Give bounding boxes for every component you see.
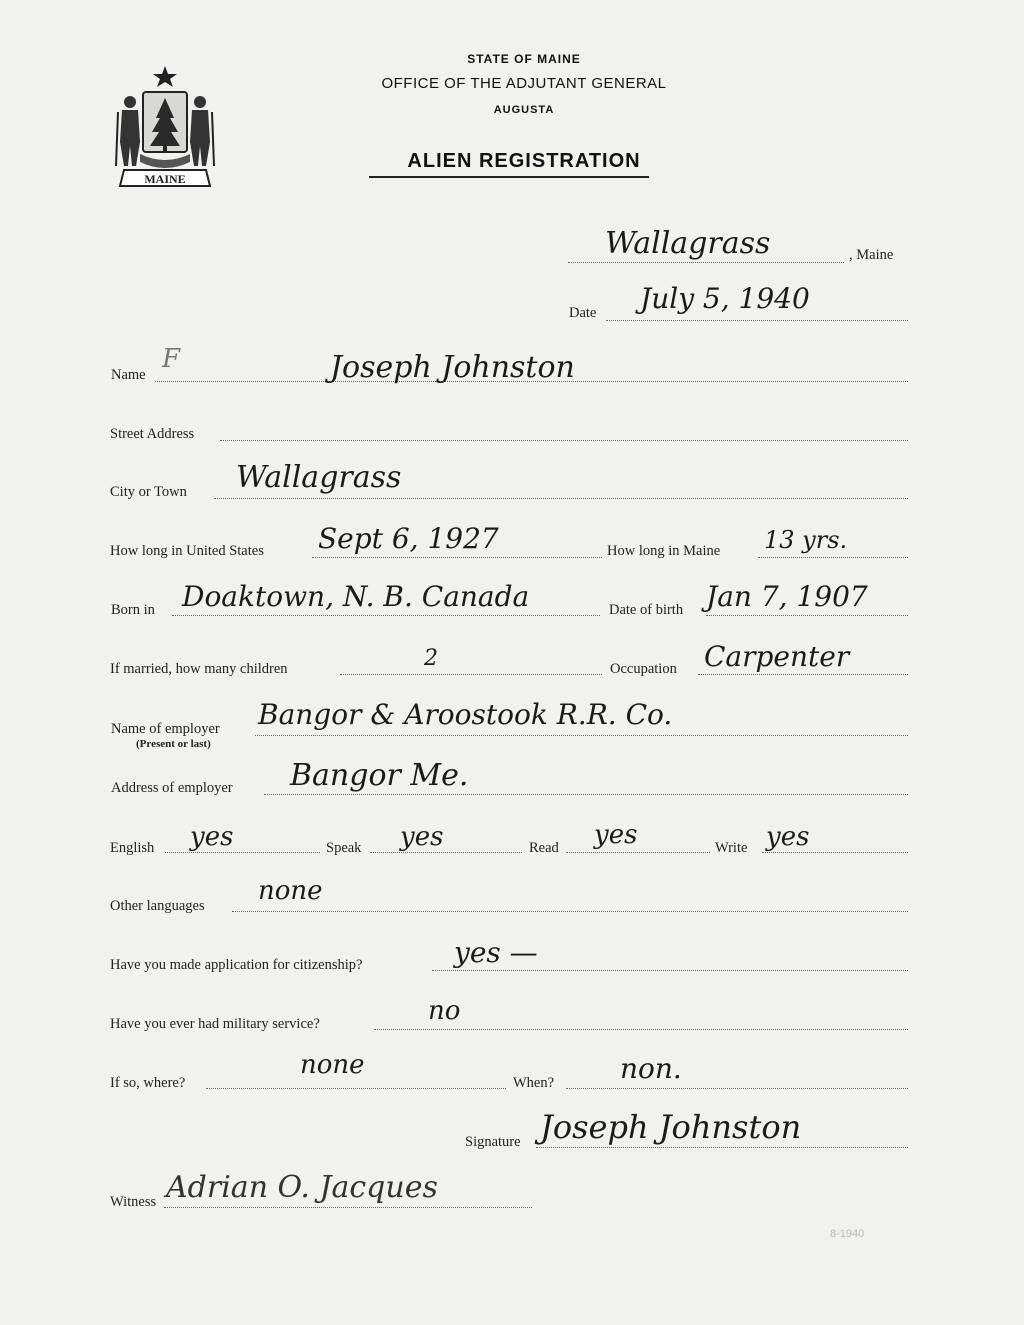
employer-address-line bbox=[264, 794, 908, 795]
read-line bbox=[566, 852, 710, 853]
citizenship-value: yes — bbox=[454, 936, 538, 969]
town-line bbox=[568, 262, 844, 263]
signature-label: Signature bbox=[465, 1134, 521, 1150]
city-value: Wallagrass bbox=[236, 460, 402, 495]
employer-note: (Present or last) bbox=[136, 738, 211, 750]
signature-value: Joseph Johnston bbox=[540, 1108, 802, 1146]
employer-name-value: Bangor & Aroostook R.R. Co. bbox=[258, 698, 673, 731]
name-value: Joseph Johnston bbox=[330, 350, 575, 385]
english-label: English bbox=[110, 840, 155, 856]
write-label: Write bbox=[715, 840, 748, 856]
employer-address-label: Address of employer bbox=[111, 780, 233, 796]
date-line bbox=[606, 320, 908, 321]
city-label: City or Town bbox=[110, 484, 187, 500]
when-line bbox=[566, 1088, 908, 1089]
occupation-label: Occupation bbox=[610, 661, 677, 677]
witness-value: Adrian O. Jacques bbox=[166, 1170, 438, 1205]
header-state: STATE OF MAINE bbox=[467, 52, 581, 66]
street-address-line bbox=[220, 440, 908, 441]
occupation-line bbox=[698, 674, 908, 675]
how-long-us-value: Sept 6, 1927 bbox=[318, 522, 499, 555]
form-title: ALIEN REGISTRATION bbox=[407, 150, 641, 172]
children-label: If married, how many children bbox=[110, 661, 288, 677]
name-label: Name bbox=[111, 367, 146, 383]
write-value: yes bbox=[766, 822, 810, 852]
children-line bbox=[340, 674, 602, 675]
citizenship-label: Have you made application for citizenship? bbox=[110, 957, 363, 973]
when-value: non. bbox=[620, 1052, 682, 1085]
how-long-maine-value: 13 yrs. bbox=[764, 526, 848, 554]
born-in-line bbox=[172, 615, 600, 616]
born-in-value: Doaktown, N. B. Canada bbox=[182, 580, 530, 613]
citizenship-line bbox=[432, 970, 908, 971]
children-value: 2 bbox=[424, 646, 438, 671]
witness-line bbox=[164, 1207, 532, 1208]
speak-line bbox=[370, 852, 522, 853]
dob-label: Date of birth bbox=[609, 602, 684, 618]
military-line bbox=[374, 1029, 908, 1030]
read-label: Read bbox=[529, 840, 559, 856]
how-long-maine-label: How long in Maine bbox=[607, 543, 721, 559]
street-address-label: Street Address bbox=[110, 426, 195, 442]
when-label: When? bbox=[513, 1075, 555, 1091]
dob-line bbox=[706, 615, 908, 616]
how-long-us-label: How long in United States bbox=[110, 543, 264, 559]
employer-address-value: Bangor Me. bbox=[290, 758, 469, 793]
where-label: If so, where? bbox=[110, 1075, 186, 1091]
signature-line bbox=[536, 1147, 908, 1148]
where-value: none bbox=[300, 1050, 365, 1080]
faint-stamp: 8-1940 bbox=[830, 1228, 865, 1240]
read-value: yes bbox=[594, 820, 638, 850]
how-long-us-line bbox=[312, 557, 602, 558]
title-underline bbox=[369, 176, 649, 178]
maine-label: , Maine bbox=[849, 247, 894, 263]
other-languages-value: none bbox=[258, 876, 323, 906]
town-value: Wallagrass bbox=[605, 226, 771, 261]
write-line bbox=[762, 852, 908, 853]
employer-name-label: Name of employer bbox=[111, 721, 220, 737]
born-in-label: Born in bbox=[111, 602, 155, 618]
header-office: OFFICE OF THE ADJUTANT GENERAL bbox=[381, 75, 667, 92]
date-value: July 5, 1940 bbox=[640, 282, 810, 315]
other-languages-line bbox=[232, 911, 908, 912]
speak-label: Speak bbox=[326, 840, 362, 856]
speak-value: yes bbox=[400, 822, 444, 852]
english-value: yes bbox=[190, 822, 234, 852]
occupation-value: Carpenter bbox=[704, 640, 850, 673]
seal-label: MAINE bbox=[144, 172, 186, 186]
where-line bbox=[206, 1088, 506, 1089]
english-line bbox=[165, 852, 320, 853]
other-languages-label: Other languages bbox=[110, 898, 205, 914]
military-label: Have you ever had military service? bbox=[110, 1016, 320, 1032]
header-city: AUGUSTA bbox=[493, 104, 555, 116]
how-long-maine-line bbox=[758, 557, 908, 558]
dob-value: Jan 7, 1907 bbox=[706, 580, 868, 613]
city-line bbox=[214, 498, 908, 499]
employer-name-line bbox=[255, 735, 908, 736]
witness-label: Witness bbox=[110, 1194, 157, 1210]
name-prefix-value: F bbox=[162, 344, 181, 374]
date-label: Date bbox=[569, 305, 597, 321]
military-value: no bbox=[428, 996, 461, 1026]
